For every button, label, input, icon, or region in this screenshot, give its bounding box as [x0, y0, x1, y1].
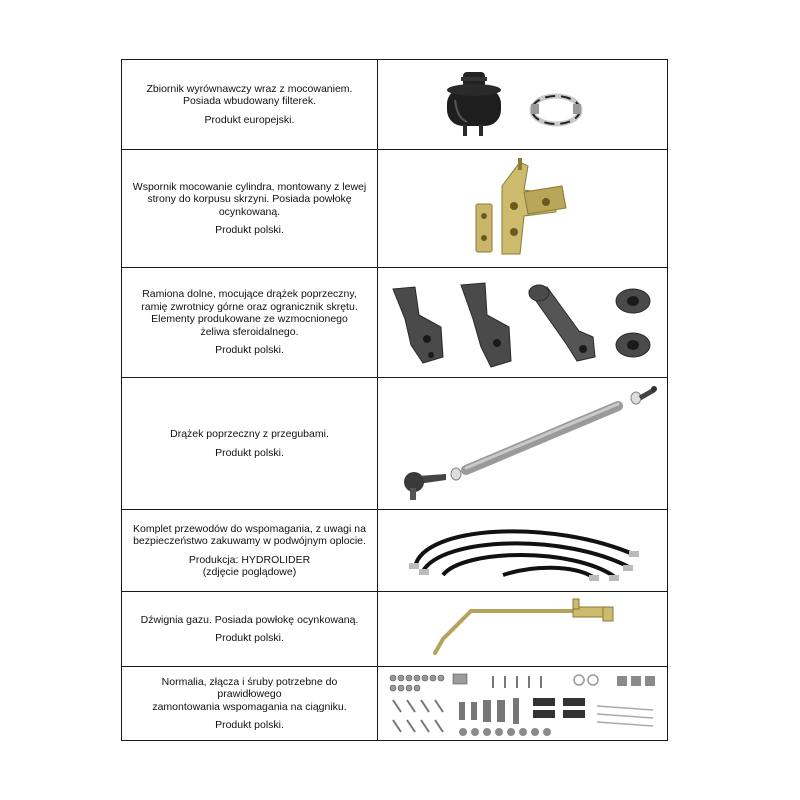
image-cell [378, 60, 668, 150]
description-cell [122, 510, 378, 592]
image-cell [378, 378, 668, 510]
origin-text: Produkt polski. [215, 224, 284, 236]
image-cell [378, 150, 668, 268]
table-row [122, 510, 668, 592]
hardware-kit-image [383, 670, 663, 738]
table-row [122, 268, 668, 378]
origin-text: Produkcja: HYDROLIDER (zdjęcie poglądowe) [188, 553, 311, 578]
hydraulic-hoses-image [403, 515, 643, 587]
description-text: Ramiona dolne, mocujące drążek poprzeczny, ramię zwrotnicy górne oraz ogranicznik skrętu. Elementy produkowane ze wzmocnionego żeliwa sferoidalnego. [141, 288, 358, 338]
image-cell [378, 510, 668, 592]
tie-rod-image [388, 384, 658, 504]
origin-text: Produkt polski. [215, 446, 284, 459]
table-row [122, 667, 668, 741]
description-text: Komplet przewodów do wspomagania, z uwagi na bezpieczeństwo zakuwamy w podwójnym oplocie. [133, 522, 366, 547]
table-row [122, 60, 668, 150]
parts-table [121, 59, 668, 741]
description-text: Normalia, złącza i śruby potrzebne do prawidłowego zamontowania wspomagania na ciągniku. [152, 675, 347, 713]
description-cell [122, 667, 378, 741]
description-text: Zbiornik wyrównawczy wraz z mocowaniem. Posiada wbudowany filterek. [146, 82, 353, 108]
description-cell [122, 268, 378, 378]
description-cell [122, 592, 378, 667]
description-cell [122, 60, 378, 150]
origin-text: Produkt polski. [215, 632, 284, 644]
table-row [122, 592, 668, 667]
origin-text: Produkt polski. [215, 719, 284, 731]
image-cell [378, 268, 668, 378]
image-cell [378, 592, 668, 667]
description-text: Wspornik mocowanie cylindra, montowany z lewej strony do korpusu skrzyni. Posiada powłokę ocynkowaną. [132, 180, 367, 218]
throttle-lever-image [423, 597, 623, 661]
description-cell [122, 150, 378, 268]
origin-text: Produkt europejski. [204, 113, 295, 126]
origin-text: Produkt polski. [215, 344, 284, 357]
table-row [122, 150, 668, 268]
description-cell [122, 378, 378, 510]
image-cell [378, 667, 668, 741]
description-text: Dźwignia gazu. Posiada powłokę ocynkowaną. [140, 613, 359, 626]
steering-arms-image [383, 275, 663, 371]
description-text: Drążek poprzeczny z przegubami. [170, 428, 329, 440]
cylinder-bracket-image [458, 156, 588, 262]
table-row [122, 378, 668, 510]
reservoir-and-clamp-image [433, 64, 613, 146]
